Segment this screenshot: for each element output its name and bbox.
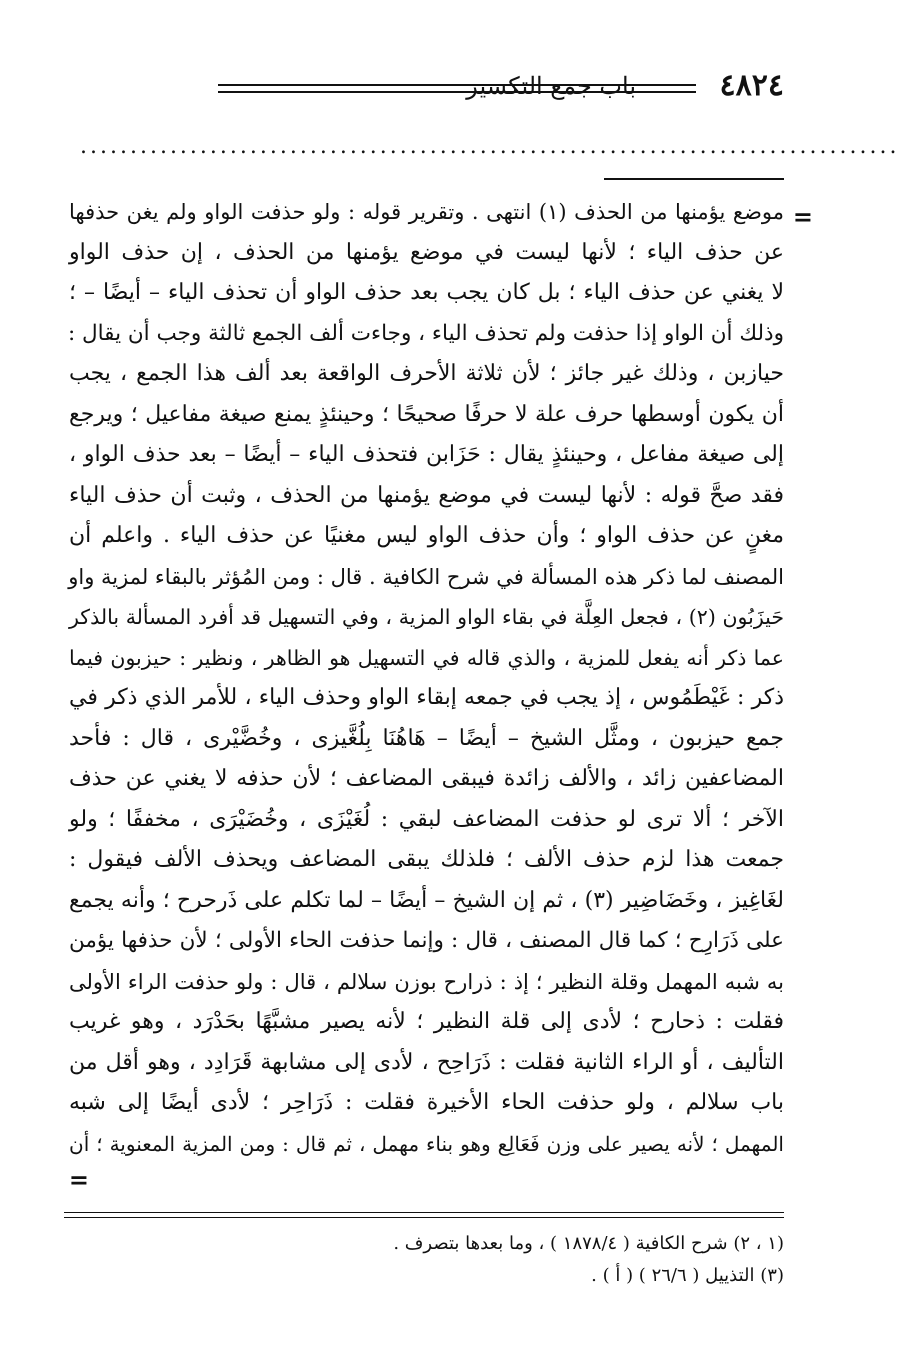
body-line: مغنٍ عن حذف الواو ؛ وأن حذف الواو ليس مغنيًا عن حذف الياء . واعلم أن — [69, 523, 784, 548]
footnote-double-rule — [64, 1212, 784, 1218]
body-line: المضاعفين زائد ، والألف زائدة فيبقى المضاعف ؛ لأن حذفه لا يغني عن حذف — [69, 766, 784, 791]
page-number: ٤٨٢٤ — [719, 68, 784, 103]
body-line: به شبه المهمل وقلة النظير ؛ إذ : ذرارح بوزن سلالم ، قال : ولو حذفت الراء الأولى — [69, 969, 784, 994]
body-line: ذكر : غَيْطَمُوس ، إذ يجب في جمعه إبقاء الواو وحذف الياء ، للأمر الذي ذكر في — [69, 685, 784, 710]
body-line: باب سلالم ، ولو حذفت الحاء الأخيرة فقلت : ذَرَاحِر ؛ لأدى أيضًا إلى شبه — [69, 1090, 784, 1115]
body-line: الآخر ؛ ألا ترى لو حذفت المضاعف لبقي : لُغَيْزَى ، وخُضَيْرَى ، مخففًا ؛ ولو — [69, 806, 784, 832]
page-header — [68, 66, 784, 106]
body-line: التأليف ، أو الراء الثانية فقلت : ذَرَاحِح ، لأدى إلى مشابهة قَرَادِد ، وهو أقل من — [69, 1049, 784, 1075]
separator-dots: .................................................................................. — [80, 134, 899, 159]
body-line: أن يكون أوسطها حرف علة لا حرفًا صحيحًا ؛ وحينئذٍ يمنع صيغة مفاعيل ؛ ويرجع — [69, 401, 784, 427]
body-line: عما ذكر أنه يفعل للمزية ، والذي قاله في التسهيل هو الظاهر ، ونظير : حيزبون فيما — [69, 645, 784, 670]
body-line: لا يغني عن حذف الياء ؛ بل كان يجب بعد حذف الواو أن تحذف الياء – أيضًا – ؛ — [69, 280, 784, 305]
body-line: لغَاغِيز ، وخَضَاضِير (٣) ، ثم إن الشيخ – أيضًا – لما تكلم على ذَرحرح ؛ وأنه يجمع — [69, 887, 785, 913]
body-line: إلى صيغة مفاعل ، وحينئذٍ يقال : حَزَابن فتحذف الياء – أيضًا – بعد حذف الواو ، — [69, 442, 784, 467]
body-line: المصنف لما ذكر هذه المسألة في شرح الكافية . قال : ومن المُؤثر بالبقاء لمزية واو — [68, 564, 784, 589]
footnote: (١ ، ٢) شرح الكافية ( ١٨٧٨/٤ ) ، وما بعدها بتصرف . — [393, 1233, 784, 1254]
top-short-rule — [604, 178, 784, 180]
body-line: حيازبن ، وذلك غير جائز ؛ لأن ثلاثة الأحرف الواقعة بعد ألف هذا الجمع ، يجب — [69, 361, 784, 386]
body-line: حَيزَبُون (٢) ، فجعل العِلَّة في بقاء الواو المزية ، وفي التسهيل قد أفرد المسألة بالذكر — [69, 605, 784, 629]
footnotes — [64, 1228, 784, 1292]
body-line: فقلت : ذحارح ؛ لأدى إلى قلة النظير ؛ لأنه يصير مشبَّهًا بحَدْرَد ، وهو غريب — [69, 1009, 784, 1034]
continuation-mark-end: = — [68, 1165, 89, 1194]
body-line: جمع حيزبون ، ومثَّل الشيخ – أيضًا – هَاهُنَا بِلُغَّيزى ، وخُضَّيْرى ، قال : فأحد — [69, 725, 784, 751]
footnote: (٣) التذييل ( ٢٦/٦ ) ( أ ) . — [591, 1265, 784, 1286]
body-line: عن حذف الياء ؛ لأنها ليست في موضع يؤمنها من الحذف ، إن حذف الواو — [69, 239, 784, 265]
body-text — [69, 192, 784, 1164]
chapter-title: باب جمع التكسير — [466, 72, 636, 100]
body-line: المهمل ؛ لأنه يصير على وزن فَعَالِع وهو بناء مهمل ، ثم قال : ومن المزية المعنوية ؛ أن — [69, 1131, 784, 1156]
header-double-rule — [218, 84, 696, 93]
body-line: على ذَرَارِح ؛ كما قال المصنف ، قال : وإنما حذفت الحاء الأولى ؛ لأن حذفها يؤمن — [69, 928, 784, 953]
body-line: موضع يؤمنها من الحذف (١) انتهى . وتقرير قوله : ولو حذفت الواو ولم يغن حذفها — [69, 200, 785, 224]
continuation-mark-start: = — [792, 202, 813, 231]
body-line: وذلك أن الواو إذا حذفت ولم تحذف الياء ، وجاءت ألف الجمع ثالثة وجب أن يقال : — [67, 320, 784, 346]
body-line: فقد صحَّ قوله : لأنها ليست في موضع يؤمنها من الحذف ، وثبت أن حذف الياء — [69, 482, 784, 508]
body-line: جمعت هذا لزم حذف الألف ؛ فلذلك يبقى المضاعف ويحذف الألف فيقول : — [69, 847, 784, 872]
